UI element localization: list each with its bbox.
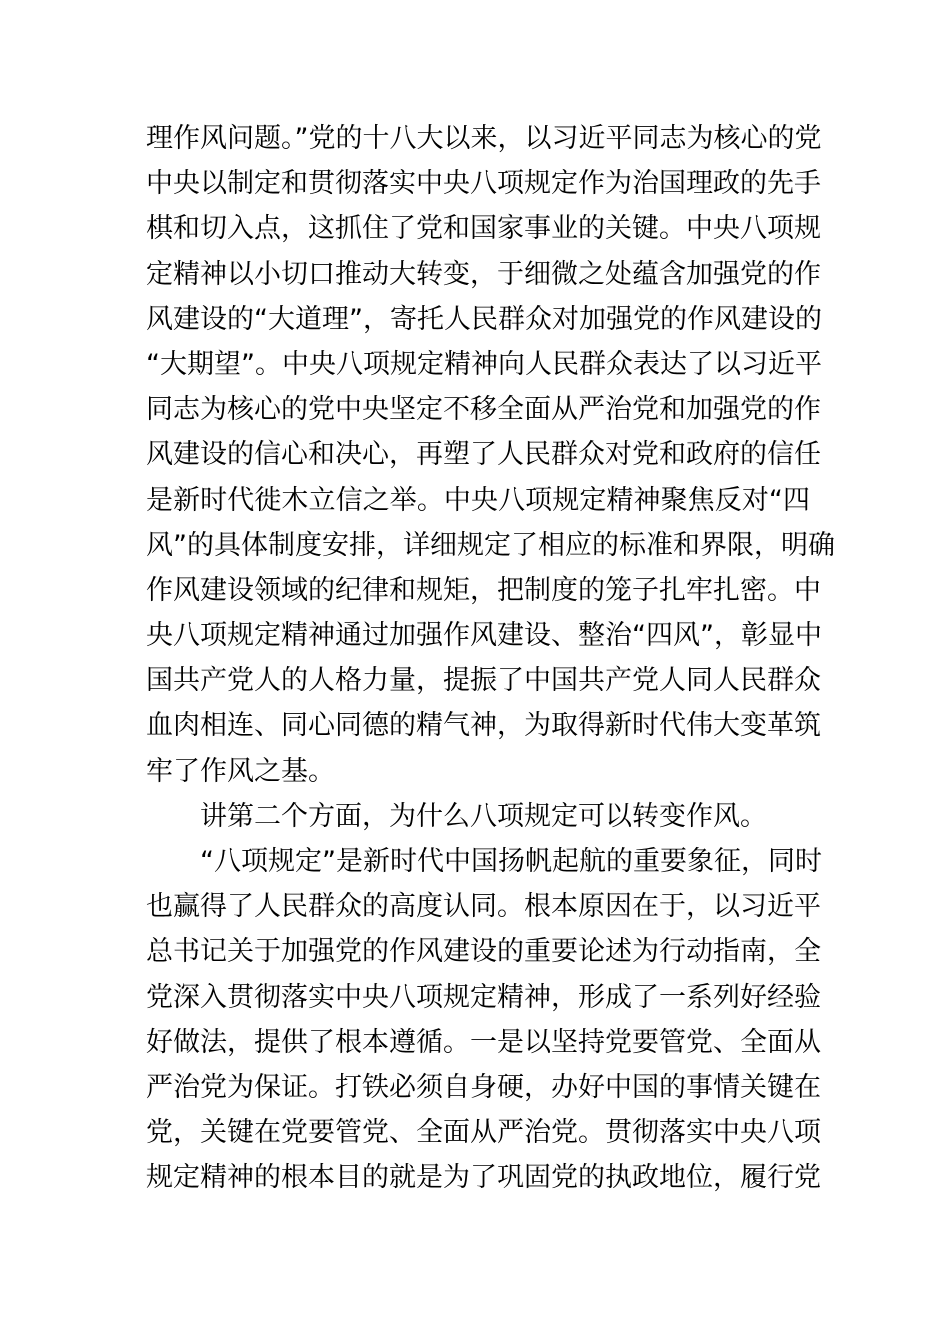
text-line: 中央以制定和贯彻落实中央八项规定作为治国理政的先手 (146, 168, 821, 200)
text-line: 党，关键在党要管党、全面从严治党。贯彻落实中央八项 (146, 1117, 821, 1149)
text-line: “大期望”。中央八项规定精神向人民群众表达了以习近平 (146, 348, 822, 380)
text-line: 风建设的“大道理”，寄托人民群众对加强党的作风建设的 (146, 303, 822, 335)
paragraph-start-line: “八项规定”是新时代中国扬帆起航的重要象征，同时 (200, 846, 822, 877)
text-line: 同志为核心的党中央坚定不移全面从严治党和加强党的作 (146, 394, 821, 426)
text-line: 也赢得了人民群众的高度认同。根本原因在于，以习近平 (146, 891, 821, 923)
text-line: 棋和切入点，这抓住了党和国家事业的关键。中央八项规 (146, 213, 821, 245)
text-line: 定精神以小切口推动大转变，于细微之处蕴含加强党的作 (146, 258, 821, 290)
section-intro-line: 讲第二个方面，为什么八项规定可以转变作风。 (200, 800, 767, 832)
text-line: 风建设的信心和决心，再塑了人民群众对党和政府的信任 (146, 439, 821, 471)
text-line: 理作风问题。”党的十八大以来，以习近平同志为核心的党 (146, 123, 822, 154)
text-line: 央八项规定精神通过加强作风建设、整治“四风”，彰显中 (146, 620, 822, 652)
text-line: 好做法，提供了根本遵循。一是以坚持党要管党、全面从 (146, 1026, 821, 1058)
text-line: 严治党为保证。打铁必须自身硬，办好中国的事情关键在 (146, 1071, 821, 1103)
text-line: 是新时代徙木立信之举。中央八项规定精神聚焦反对“四 (146, 484, 810, 516)
text-line: 国共产党人的人格力量，提振了中国共产党人同人民群众 (146, 665, 821, 697)
text-line: 作风建设领域的纪律和规矩，把制度的笼子扎牢扎密。中 (146, 574, 821, 606)
text-line: 血肉相连、同心同德的精气神，为取得新时代伟大变革筑 (146, 710, 821, 742)
paragraph-end-line: 牢了作风之基。 (146, 755, 335, 787)
text-line: 风”的具体制度安排，详细规定了相应的标准和界限，明确 (146, 529, 835, 561)
text-line: 总书记关于加强党的作风建设的重要论述为行动指南，全 (146, 936, 821, 968)
text-line: 规定精神的根本目的就是为了巩固党的执政地位，履行党 (146, 1162, 821, 1194)
body-text (146, 116, 835, 1201)
text-line: 党深入贯彻落实中央八项规定精神，形成了一系列好经验 (146, 981, 821, 1013)
